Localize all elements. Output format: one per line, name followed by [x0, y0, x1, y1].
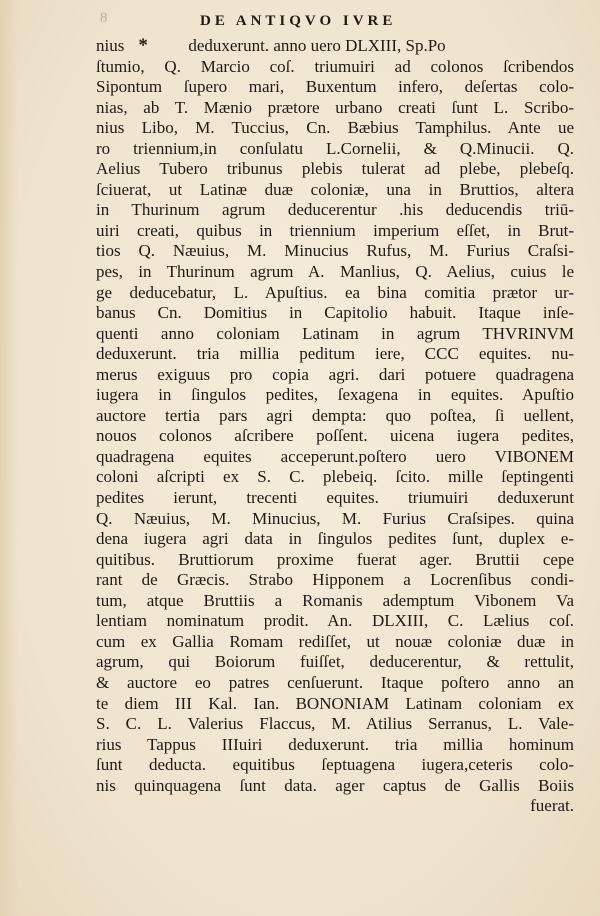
text-line: ſtumio, Q. Marcio coſ. triumuiri ad colonos ſcribendos — [96, 56, 574, 76]
text-line: cum ex Gallia Romam rediſſet, ut nouæ coloniæ duæ in — [96, 631, 574, 651]
text-line-end: deduxerunt. anno uero DLXIII, Sp.Po — [188, 36, 446, 55]
text-line: agrum, qui Boiorum fuiſſet, deducerentur, & rettulit, — [96, 652, 574, 672]
text-line: quitibus. Bruttiorum proxime fuerat ager. Bruttii cepe — [96, 549, 574, 569]
text-line: quenti anno coloniam Latinam in agrum THVRINVM — [96, 323, 574, 343]
text-line: in Thurinum agrum deducerentur .his deducendis triū- — [96, 200, 574, 220]
text-line: tum, atque Bruttiis a Romanis ademptum Vibonem Va — [96, 590, 574, 610]
text-line: iugera in ſingulos pedites, ſexagena in equites. Apuſtio — [96, 385, 574, 405]
text-line: auctore tertia pars agri dempta: quo poſtea, ſi uellent, — [96, 405, 574, 425]
text-line: pedites ierunt, trecenti equites. triumuiri deduxerunt — [96, 488, 574, 508]
text-line: banus Cn. Domitius in Capitolio habuit. Itaque inſe- — [96, 303, 574, 323]
body-text — [96, 36, 574, 817]
text-line-start: nius — [96, 36, 125, 55]
text-line: nias, ab T. Mænio prætore urbano creati ſunt L. Scribo- — [96, 97, 574, 117]
text-line: ro triennium,in conſulatu L.Cornelii, & Q.Minucii. Q. — [96, 138, 574, 158]
text-line: ſciuerat, ut Latinæ duæ coloniæ, una in Bruttios, altera — [96, 179, 574, 199]
text-line: nius Libo, M. Tuccius, Cn. Bæbius Tamphilus. Ante ue — [96, 118, 574, 138]
text-line: dena iugera agri data in ſingulos pedites ſunt, duplex e- — [96, 529, 574, 549]
text-line-last: fuerat. — [530, 796, 574, 816]
asterisk-marginal-mark: * — [138, 35, 148, 56]
text-line: Aelius Tubero tribunus plebis tulerat ad plebe, plebeſq. — [96, 159, 574, 179]
running-head: DE ANTIQVO IVRE — [200, 13, 397, 29]
page-gutter-shadow — [0, 0, 18, 916]
text-line: nis quinquagena ſunt data. ager captus de Gallis Boiis — [96, 775, 574, 795]
text-line: merus exiguus pro copia agri. dari potuere quadragena — [96, 364, 574, 384]
text-line: S. C. L. Valerius Flaccus, M. Atilius Serranus, L. Vale- — [96, 714, 574, 734]
text-line: coloni aſcripti ex S. C. plebeiq. ſcito. mille ſeptingenti — [96, 467, 574, 487]
text-line: pes, in Thurinum agrum A. Manlius, Q. Aelius, cuius le — [96, 262, 574, 282]
text-line: quadragena equites acceperunt.poſtero uero VIBONEM — [96, 446, 574, 466]
page-number: 8 — [100, 10, 108, 26]
text-line: rant de Græcis. Strabo Hipponem a Locrenſibus condi- — [96, 570, 574, 590]
text-line: tios Q. Næuius, M. Minucius Rufus, M. Furius Craſsi- — [96, 241, 574, 261]
text-line: te diem III Kal. Ian. BONONIAM Latinam coloniam ex — [96, 693, 574, 713]
text-line: ſunt deducta. equitibus ſeptuagena iugera,ceteris colo- — [96, 755, 574, 775]
text-line: Sipontum ſupero mari, Buxentum infero, deſertas colo- — [96, 77, 574, 97]
text-line — [96, 36, 574, 57]
text-line: Q. Næuius, M. Minucius, M. Furius Craſsipes. quina — [96, 508, 574, 528]
text-line: lentiam nominatum prodit. An. DLXIII, C. Lælius coſ. — [96, 611, 574, 631]
text-line: uiri creati, quibus in triennium imperium eſſet, in Brut- — [96, 220, 574, 240]
text-line: nouos colonos aſcribere poſſent. uicena iugera pedites, — [96, 426, 574, 446]
text-line: & auctore eo patres cenſuerunt. Itaque poſtero anno an — [96, 672, 574, 692]
text-line: rius Tappus IIIuiri deduxerunt. tria millia hominum — [96, 734, 574, 754]
text-line: deduxerunt. tria millia peditum iere, CCC equites. nu- — [96, 344, 574, 364]
text-line: ge deducebatur, L. Apuſtius. ea bina comitia prætor ur- — [96, 282, 574, 302]
